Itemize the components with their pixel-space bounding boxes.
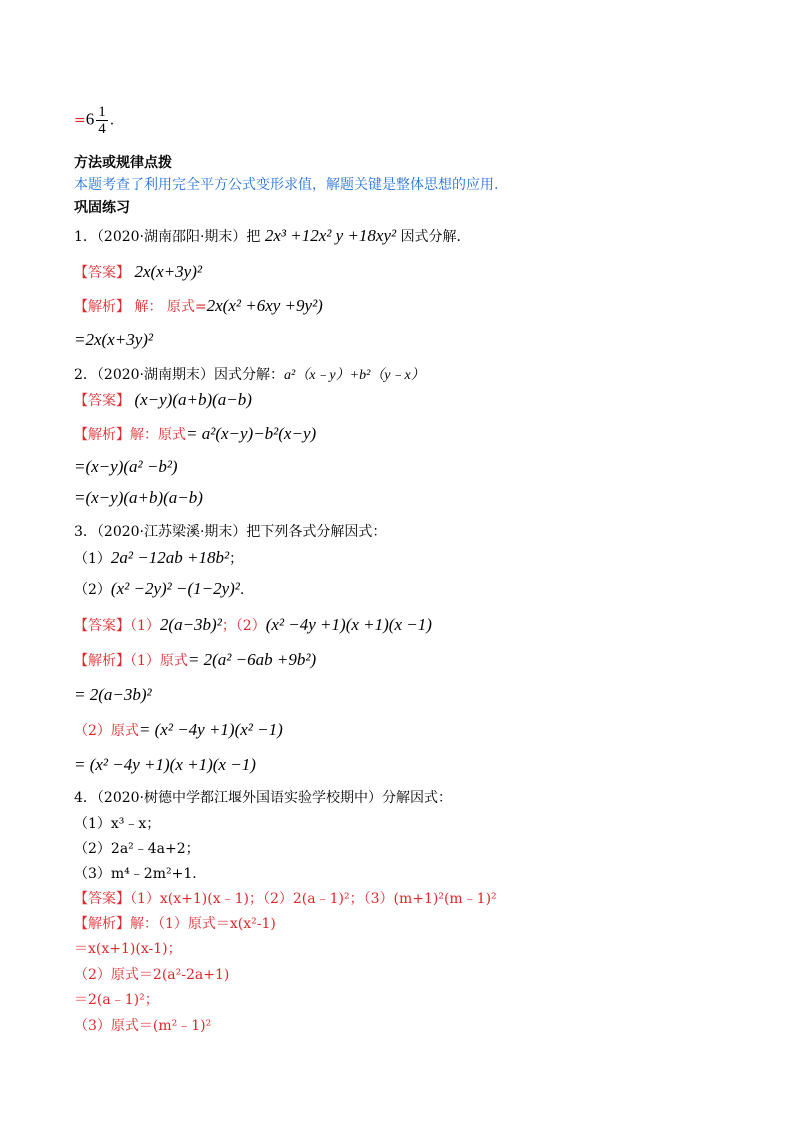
analysis-3-part-2-pre: （2）原式: [74, 723, 139, 739]
analysis-2-step-1: =(x−y)(a² −b²): [74, 457, 178, 476]
answer-1-expr: 2x(x+3y)²: [134, 262, 202, 281]
separator: ；（2）: [221, 618, 266, 634]
analysis-1-pre: 解：: [134, 299, 163, 315]
analysis-4-step-3: ＝2(a﹣1)²；: [74, 992, 159, 1008]
separator: ；: [229, 551, 244, 567]
answer-2-expr: (x−y)(a+b)(a−b): [134, 390, 252, 409]
analysis-3-part-1-pre: （1）原式: [130, 653, 188, 669]
question-1-tail: 因式分解.: [400, 229, 462, 245]
result-line: [74, 104, 114, 137]
analysis-3-step-2: = (x² −4y +1)(x +1)(x −1): [74, 755, 256, 774]
period: .: [109, 112, 115, 129]
period: .: [239, 582, 245, 598]
analysis-3-step-1: = 2(a−3b)²: [74, 685, 152, 704]
fraction-denominator: 4: [98, 121, 106, 137]
answer-label: 【答案】: [74, 265, 130, 281]
question-1: [74, 226, 461, 246]
question-1-expr: 2x³ +12x² y +18xy²: [264, 226, 397, 245]
answer-label: 【答案】: [74, 618, 130, 634]
heading-practice: 巩固练习: [74, 200, 130, 216]
analysis-2-step-2: =(x−y)(a+b)(a−b): [74, 488, 203, 507]
fraction-numerator: 1: [98, 104, 106, 120]
analysis-3-part-1-expr: = 2(a² −6ab +9b²): [187, 650, 317, 669]
question-3-part-1: [74, 548, 243, 568]
analysis-4-step-4: （3）原式＝(m²﹣1)²: [74, 1018, 212, 1034]
analysis-4-step-2: （2）原式＝2(a²-2a+1): [74, 967, 230, 983]
analysis-2: [74, 424, 316, 444]
question-3-part-2-expr: (x² −2y)² −(1−2y)²: [110, 579, 240, 598]
analysis-4-step-1: ＝x(x+1)(x-1)；: [74, 941, 182, 957]
question-1-text: 1．（2020·湖南邵阳·期末）把: [74, 229, 261, 245]
part-label: （1）: [130, 618, 160, 634]
answer-label: 【答案】: [74, 891, 130, 907]
analysis-label: 【解析】: [74, 427, 130, 443]
analysis-1: [74, 296, 323, 316]
question-4-part-3: （3）m⁴﹣2m²+1.: [74, 866, 197, 882]
answer-3: [74, 615, 432, 635]
analysis-2-expr: = a²(x−y)−b²(x−y): [186, 424, 317, 443]
analysis-2-pre: 解：原式: [130, 427, 186, 443]
method-text: 本题考查了利用完全平方公式变形求值，解题关键是整体思想的应用.: [74, 177, 499, 193]
part-label: （2）: [74, 582, 111, 598]
question-2-text: 2．（2020·湖南期末）因式分解：: [74, 367, 284, 383]
question-2: [74, 364, 425, 384]
analysis-4-text: 解：（1）原式＝x(x²-1): [130, 916, 276, 932]
question-4-part-1: （1）x³﹣x；: [74, 816, 161, 832]
answer-3-part-2: (x² −4y +1)(x +1)(x −1): [265, 615, 432, 634]
analysis-label: 【解析】: [74, 916, 130, 932]
answer-label: 【答案】: [74, 393, 130, 409]
answer-3-part-1: 2(a−3b)²: [159, 615, 222, 634]
question-2-expr: a²（x﹣y）+b²（y﹣x）: [284, 368, 425, 383]
analysis-label: 【解析】: [74, 299, 130, 315]
question-3: 3．（2020·江苏梁溪·期末）把下列各式分解因式：: [74, 524, 387, 540]
analysis-label: 【解析】: [74, 653, 130, 669]
analysis-1-step: =2x(x+3y)²: [74, 330, 153, 349]
question-4: 4．（2020·树德中学都江堰外国语实验学校期中）分解因式：: [74, 790, 452, 806]
question-3-part-2: [74, 579, 244, 599]
part-label: （1）: [74, 551, 111, 567]
answer-4: [74, 888, 497, 908]
fraction: [96, 104, 108, 137]
analysis-3-part-2: [74, 720, 283, 740]
equals-sign: =: [74, 112, 86, 129]
analysis-3-part-2-expr: = (x² −4y +1)(x² −1): [138, 720, 283, 739]
answer-4-expr: （1）x(x+1)(x﹣1)；（2）2(a﹣1)²；（3）(m+1)²(m﹣1)²: [130, 891, 497, 907]
answer-2: [74, 390, 252, 410]
question-4-part-2: （2）2a²﹣4a+2；: [74, 841, 200, 857]
analysis-1-expr: 2x(x² +6xy +9y²): [206, 296, 323, 315]
answer-1: [74, 262, 202, 282]
question-3-part-1-expr: 2a² −12ab +18b²: [110, 548, 230, 567]
mixed-whole: 6: [85, 109, 95, 129]
analysis-4: [74, 913, 276, 933]
analysis-1-text: 原式=: [166, 299, 207, 315]
analysis-3: [74, 650, 316, 670]
heading-method: 方法或规律点拨: [74, 155, 172, 171]
